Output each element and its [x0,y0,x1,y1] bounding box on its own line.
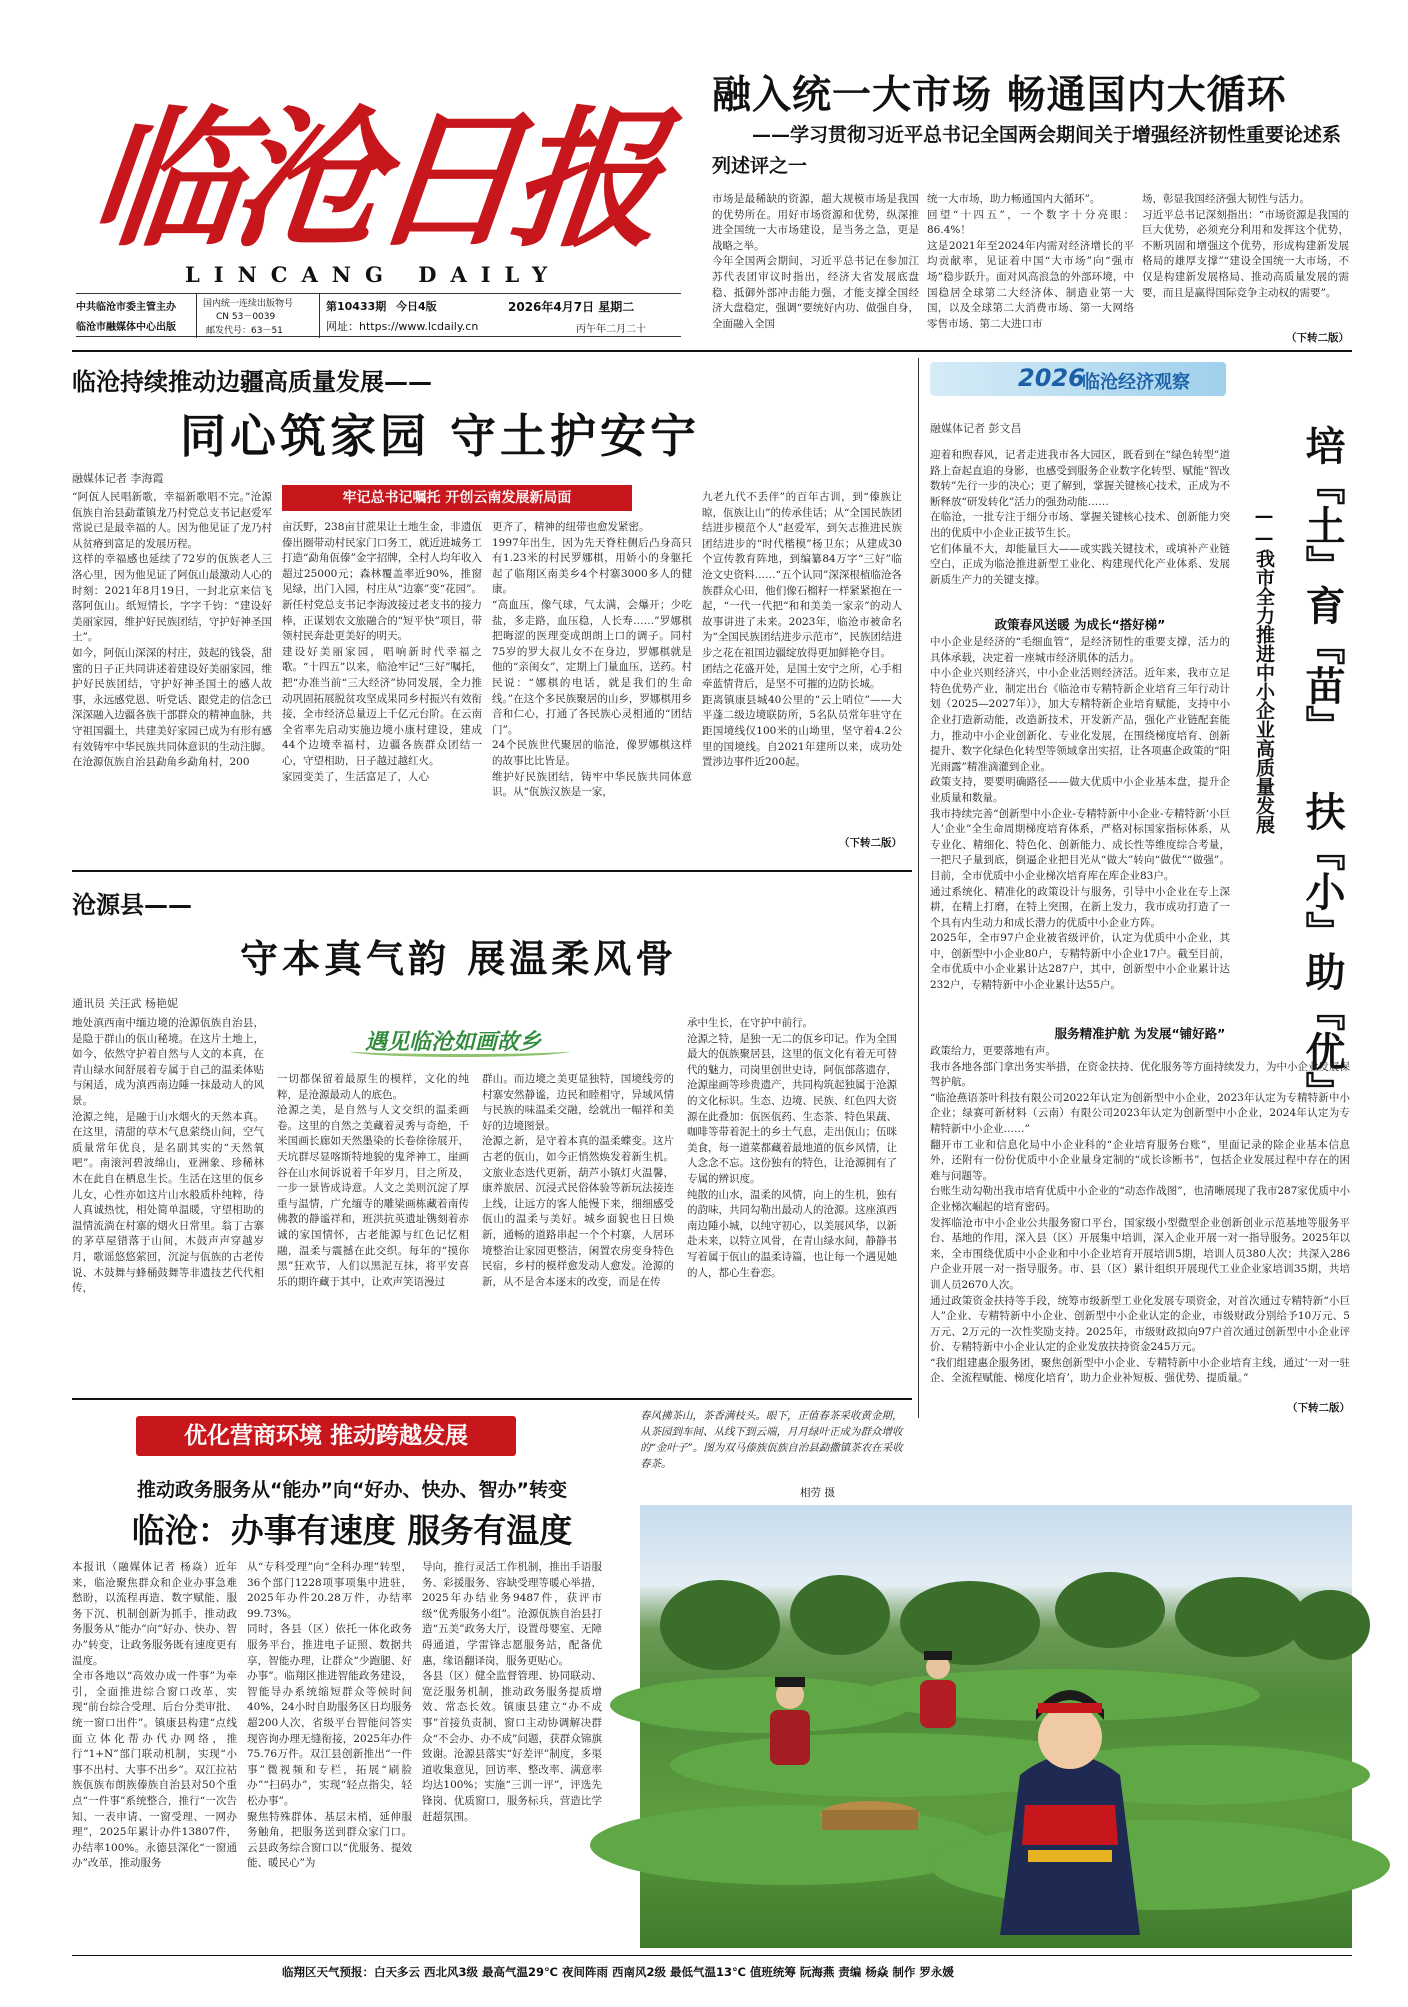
article1-col-2: 亩沃野，238亩甘蔗果让土地生金，非遗佤傣出圈带动村民家门口务工，就近进城务工打造“勐角佤傣”金字招牌，全村人均年收入超过25000元；森林覆盖率近90%，推窗见绿，出门入园，村庄从“边寨”变“花园”。新任村党总支书记李海波接过老支书的接力棒，正谋划农文旅融合的“短平快”项目，带领村民奔赴更美好的明天。 建设好美丽家园，唱响新时代幸福之歌。“十四五”以来，临沧牢记“三好”嘱托，把“办准当前“三大经济”协同发展，全力推动巩固拓展脱贫攻坚成果同乡村振兴有效衔接，全市经济总量迈上千亿元台阶。在云南全省率先启动实施边境小康村建设，建成44个边境幸福村，边疆各族群众团结一心，守望相助，日子越过越红火。 家园变美了，生活富足了，人心 [282,521,482,783]
article2-col-3: 群山。而边境之美更显独特，国境线旁的村寨安然静谧，边民和睦相守，异域风情与民族的味温柔交融，绘就出一幅祥和美好的边境图景。 沧源之新，是守着本真的温柔蝶变。这片古老的佤山，如今正悄然焕发着新生机。文旅业态迭代更新，葫芦小镇灯火温馨，康养旅居、沉浸式民俗体验等新玩法接连上线，让远方的客人能慢下来，细细感受佤山的温柔与美好。城乡面貌也日日焕新，通畅的道路串起一个个村寨，人居环境整治让家园更整洁，闲置农房变身特色民宿，乡村的模样愈发动人愈发。沧源的新，从不是舍本逐末的改变，而是在传 [482,1073,674,1288]
article2-byline: 通讯员 关汪武 杨艳妮 [72,997,178,1010]
article2-title: 守本真气韵 展温柔风骨 [240,937,678,981]
lead-col-2: 统一大市场，助力畅通国内大循环”。 回望“十四五”，一个数字十分亮眼：86.4%！ 这是2021年至2024年内需对经济增长的平均贡献率，见证着中国“大市场”向“强市场”稳步跃升。面对风高浪急的外部环境，中国稳居全球第二大经济体、制造业第一大国，以及全球第二大消费市场、第一大网络零售市场、第二大进口市 [927,193,1134,330]
tea-basket [820,1801,920,1830]
econ-byline: 融媒体记者 彭文昌 [930,422,1022,435]
masthead-info [76,293,681,337]
tea-field-illustration [640,1505,1352,1948]
masthead-logo-en: LINCANG DAILY [185,262,561,287]
article3-col-2: 从“专科受理”向“全科办理”转型，36个部门1228项事项集中进驻，2025年办件20.28万件，办结率99.73%。 同时，各县（区）依托一体化政务服务平台，推进电子证照、数据共享，智能办理，让群众“少跑腿、好办事”。临翔区推进智能政务建设，智能导办系统缩短群众等候时间40%，24小时自助服务区日均服务超200人次，省级平台智能问答实现咨询办理无缝衔接，2025年办件75.76万件。双江县创新推出“一件事”微视频和专栏，拓展“刷脸办”“扫码办”，实现“轻点指尖，轻松办事”。 聚焦特殊群体、基层末梢，延伸服务触角，把服务送到群众家门口。云县政务综合窗口以“优服务、提效能、暖民心”为 [247,1561,412,1870]
econ-text-2: 政策给力，更要落地有声。 我市各地各部门拿出务实举措，在资金扶持、优化服务等方面持续发力，为中小企业发展保驾护航。 “临沧燕语茶叶科技有限公司2022年认定为创新型中小企业，2023年认定为专精特新中小企业；绿赛可新材料（云南）有限公司2023年认定为创新型中小企业，2024年认定为专精特新中小企业……” 翻开市工业和信息化局中小企业科的“企业培育服务台账”，里面记录的除企业基本信息外，还附有一份份优质中小企业量身定制的“成长诊断书”，包括企业发展过程中存在的困难与问题等。 台账生动勾勒出我市培育优质中小企业的“动态作战图”，也清晰展现了我市287家优质中小企业梯次崛起的培育密码。 发挥临沧市中小企业公共服务窗口平台，国家级小型微型企业创新创业示范基地等服务平台、基地的作用，深入县（区）开展集中培训，深入企业开展一对一指导服务。2025年以来，全市围绕优质中小企业和中小企业培育开展培训5期，培训人员380人次；共深入286户企业开展一对一指导服务。市、县（区）累计组织开展现代工业企业家培训35期，共培训人员2670人次。 通过政策资金扶持等手段，统筹市级新型工业化发展专项资金，对首次通过专精特新“小巨人”企业、专精特新中小企业、创新型中小企业认定的企业，市级财政分别给予10万元、5万元、2万元的一次性奖励支持。2025年，市级财政拟向97户首次通过创新型中小企业评价、专精特新中小企业认定的企业发放扶持资金245万元。 “我们组建惠企服务团，聚焦创新型中小企业、专精特新中小企业培育主线，通过‘一对一驻企、全流程赋能、梯度化培育’，助力企业补短板、强优势、提质量。” [930,1045,1350,1385]
sponsor: 中共临沧市委主管主办 [76,302,176,313]
econ-intro: 迎着和煦春风，记者走进我市各大园区，既看到在“绿色转型”道路上奋起直追的身影，也感受到服务企业数字化转型、赋能“智改数转”先行一步的决心；更了解到，掌握关键核心技术，正成为不断释放“研发转化”活力的强劲动能…… 在临沧，一批专注于细分市场、掌握关键核心技术、创新能力突出的优质中小企业正拔节生长。 它们体量不大，却能量巨大——或实践关键技术，或填补产业链空白，正成为临沧推进新型工业化、构建现代化产业体系、发展新质生产力的关键支撑。 [930,449,1230,586]
lead-subtitle: ——学习贯彻习近平总书记全国两会期间关于增强经济韧性重要论述系列述评之一 [712,124,1342,177]
tea-harvest-photo [640,1505,1352,1948]
econ-continued: （下转二版） [1287,1402,1350,1414]
tea-picker-front [1000,1690,1140,1935]
lead-col-3: 场，彰显我国经济强大韧性与活力。 习近平总书记深刻指出：“市场资源是我国的巨大优势，必须充分利用和发挥这个优势，不断巩固和增强这个优势，形成构建新发展格局的雄厚支撑”“建设全国统一大市场，不仅是构建新发展格局、推动高质量发展的需要，而且是赢得国际竞争主动权的需要”。 [1142,193,1349,299]
masthead-logo: 临沧日报 [82,94,662,268]
article1-col-1: “阿佤人民唱新歌，幸福新歌唱不完。”沧源佤族自治县勐董镇龙乃村党总支书记赵爱军常说已是最幸福的人。因为他见证了龙乃村从贫瘠到富足的发展历程。 这样的幸福感也延续了72岁的佤族老人三洛心里，因为他见证了阿佤山最激动人心的时刻：2021年8月19日，一封北京来信飞落阿佤山。纸短情长，字字千钧：“建设好美丽家园，维护好民族团结，守护好神圣国土”。 如今，阿佤山深深的村庄，鼓起的钱袋，甜蜜的日子正共同讲述着建设好美丽家园，维护好民族团结，守护好神圣国土的感人故事，永远感党恩、听党话、跟党走的信念已深深融入边疆各族干部群众的精神血脉，共守祖国疆土，共建美好家园已成为有形有感有效铸牢中华民族共同体意识的生动注脚。 在沧源佤族自治县勐角乡勐角村，200 [72,491,272,769]
photo-credit: 相劳 摄 [800,1487,835,1499]
article2-logo [345,1015,595,1065]
article1-title: 同心筑家园 守土护安宁 [180,409,701,463]
article2-col-1: 地处滇西南中缅边境的沧源佤族自治县，是隐于群山的佤山秘境。在这片土地上，如今，依然守护着自然与人文的本真，在青山绿水间舒展着专属于自己的温柔体贴与闲适，成为滇西南边陲一抹最动人的风景。 沧源之纯，是融于山水烟火的天然本真。在这里，清甜的草木气息萦绕山间，空气质量常年优良，是名副其实的“天然氧吧”。南滚河碧波绵山，亚洲象、珍稀林木在此自在栖息生长。生活在这里的佤乡儿女，心性亦如这片山水般质朴纯粹，待人真诚热忱，相处简单温暖，守望相助的温情流淌在村寨的烟火日常里。翁丁古寨的茅草屋错落于山间，木鼓声声穿越岁月，歌谣悠悠萦回，沉淀与佤族的古老传说、木鼓舞与蜂桶鼓舞等非遗技艺代代相传， [72,1017,264,1295]
article2-kicker: 沧源县—— [72,891,192,919]
article1-continued: （下转二版） [839,837,902,849]
econ-badge [930,362,1226,396]
article3-title: 临沧：办事有速度 服务有温度 [131,1511,573,1550]
article3-banner: 优化营商环境 推动跨越发展 [136,1416,516,1456]
article3-kicker: 推动政务服务从“能办”向“好办、快办、智办”转变 [137,1479,567,1501]
article1-banner: 牢记总书记嘱托 开创云南发展新局面 [282,485,632,511]
lead-title: 融入统一大市场 畅通国内大循环 [712,73,1287,118]
econ-subtitle: ——我市全力推进中小企业高质量发展 [1253,505,1275,834]
econ-badge-label: 临沧经济观察 [1082,372,1190,393]
issue-date: 2026年4月7日 星期二 [508,300,635,314]
lunar-date: 丙午年二月二十 [576,324,646,335]
econ-title: 培『土』育『苗』 扶『小』助『优』 [1299,425,1345,1111]
lead-col-1: 市场是最稀缺的资源，超大规模市场是我国的优势所在。用好市场资源和优势，纵深推进全国统一大市场建设，是当务之急，更是战略之举。 今年全国两会期间，习近平总书记在参加江苏代表团审议时指出，经济大省发展底盘稳、抵御外部冲击能力强，才能支撑全国经济大盘稳定，强调“要统好内功、做强自身，全面融入全国 [712,193,919,330]
article3-col-1: 本报讯（融媒体记者 杨焱）近年来，临沧聚焦群众和企业办事急难愁盼，以流程再造、数字赋能、服务下沉、机制创新为抓手，推动政务服务从“能办”向“好办、快办、智办”转变，让政务服务既有速度更有温度。 全市各地以“高效办成一件事”为牵引，全面推进综合窗口改革，实现“前台综合受理、后台分类审批、统一窗口出件”。镇康县构建“点线面立体化帮办代办网络，推行“1+N”部门联动机制，实现“小事不出村、大事不出乡”。双江拉祜族佤族布朗族傣族自治县对50个重点“一件事”系统整合，推行“一次告知、一表申请、一窗受理、一网办理”，2025年累计办件13807件，办结率100%。永德县深化“一窗通办”改革，推动服务 [72,1561,237,1870]
post-code: 邮发代号：63－51 [206,326,283,336]
photo-caption: 春风拂茶山，茶香满枝头。眼下，正值春茶采收黄金期，从茶园到车间、从线下到云端，月月绿叶正成为群众增收的“金叶子”。图为双马傣族佤族自治县勐撒镇茶农在采收春茶。 [640,1410,903,1470]
econ-text-1: 中小企业是经济的“毛细血管”，是经济韧性的重要支撑，活力的具体承载，决定着一座城市经济肌体的活力。 中小企业兴则经济兴，中小企业活则经济活。近年来，我市立足特色优势产业，制定出台《临沧市专精特新企业培育三年行动计划（2025—2027年）》，加大专精特新企业培育赋能，支持中小企业打造新动能，改造新技术，开发新产品，强化产业链配套能力，推动中小企业创新化、专业化发展，在围绕梯度培育、创新提升、数字化绿色化转型等领域拿出实招，让各项惠企政策的“阳光雨露”精准滴灌到企业。 政策支持，要要明确路径——做大优质中小企业基本盘，提升企业质量和数量。 我市持续完善“创新型中小企业-专精特新中小企业-专精特新‘小巨人’企业”全生命周期梯度培育体系，严格对标国家指标体系，从专业化、精细化、特色化、创新能力、成长性等维度综合考量，一把尺子量到底，倒逼企业把目光从“做大”转向“做优”“做强”。目前，全市优质中小企业梯次培育库在库企业83户。 通过系统化、精准化的政策设计与服务，引导中小企业在专上深耕，在精上打磨，在特上突围，在新上发力，我市成功打造了一个具有内生动力和成长潜力的优质中小企业方阵。 2025年，全市97户企业被省级评价，认定为优质中小企业，其中，创新型中小企业80户，专精特新中小企业17户。截至目前，全市优质中小企业累计达287户，其中，创新型中小企业累计达232户，专精特新中小企业累计达55户。 [930,636,1230,992]
cn-label: 国内统一连续出版物号 [203,299,294,309]
issue-number: 第10433期 [326,300,387,313]
lead-continued: （下转二版） [1286,332,1349,344]
econ-subhead-2: 服务精准护航 为发展“铺好路” [1054,1026,1226,1041]
article1-col-4: 九老九代不丢伴”的百年古训，到“傣族让晾，佤族让山”的传承佳话；从“全国民族团结进步模范个人”赵爱军，到矢志推进民族团结进步的“时代楷模”杨卫东；从建成30个宣传教育阵地，到编纂84万字“三好”临沧文史资料……“五个认同”深深根植临沧各族群众心田，他们像石榴籽一样紧紧抱在一起，“一代一代把“和和美美一家亲”的动人故事讲进了未来。2023年，临沧市被命名为“全国民族团结进步示范市”，民族团结进步之花在祖国边疆绽放得更加鲜艳夺目。 团结之花盛开处，是国土安宁之所，心手相牵蓝情背后，是坚不可摧的边防长城。 距离镇康县城40公里的“云上哨位”——大平蓬二级边境联防所，5名队员常年驻守在距国境线仅100米的山坳里，坚守着4.2公里的国境线。自2021年建所以来，成功处置涉边事件近200起。 [702,491,902,769]
article1-byline: 融媒体记者 李海霞 [72,472,164,485]
page-count: 今日4版 [396,300,437,313]
article2-col-2: 一切都保留着最原生的模样，文化的纯粹，是沧源最动人的底色。 沧源之美，是自然与人文交织的温柔画卷。这里的自然之美藏着灵秀与奇绝，千米国画长廊如天然墨染的长卷徐徐展开，天坑群尽显喀斯特地貌的鬼斧神工，崖画谷在山水间诉说着千年岁月，目之所及，一步一景皆成诗意。人文之美则沉淀了厚重与温情，广允缅寺的雕梁画栋藏着南传佛教的静谧祥和，班洪抗英遗址镌刻着赤诚的家国情怀，古老能源与红色记忆相融，温柔与震撼在此交织。每年的“摸你黑”狂欢节，人们以黑泥互抹，将平安喜乐的期许藏于其中，让欢声笑语漫过 [277,1073,469,1288]
article1-col-3: 更齐了，精神的纽带也愈发紧密。 1997年出生，因为先天脊柱侧后凸身高只有1.23米的村民罗娜棋，用娇小的身躯托起了临翔区南美乡4个村寨3000多人的健康。 “高血压，像气球，气太满，会爆开；少吃盐，多走路，血压稳，人长寿……”罗娜棋把晦涩的医理变成朗朗上口的调子。同村75岁的罗大叔儿女不在身边，罗娜棋就是他的“亲闺女”，定期上门量血压，送药。村民说：“娜棋的电话，就是我们的生命线。”在这个多民族聚居的山乡，罗娜棋用乡音和仁心，打通了各民族心灵相通的“团结门”。 24个民族世代聚居的临沧，像罗娜棋这样的故事比比皆是。 维护好民族团结，铸牢中华民族共同体意识。从“佤族汉族是一家， [492,521,692,799]
econ-badge-year: 2026 [1018,364,1085,392]
econ-subhead-1: 政策春风送暖 为成长“搭好梯” [994,617,1166,632]
econ-text-1b [930,830,1230,1020]
article1-kicker: 临沧持续推动边疆高质量发展—— [72,368,432,396]
article2-logo-text: 遇见临沧如画故乡 [365,1029,542,1055]
website-link[interactable]: 网址：https://www.lcdaily.cn [326,320,479,333]
publisher: 临沧市融媒体中心出版 [76,322,176,333]
footer-weather: 临翔区天气预报：白天多云 西北风3级 最高气温29℃ 夜间阵雨 西南风2级 最低气温13℃ 值班统筹 阮海燕 责编 杨焱 制作 罗永媛 [282,1965,954,1979]
article3-col-3: 导向，推行灵活工作机制，推出手语服务、彩援服务、容缺受理等暖心举措，2025年办结业务9487件，获评市级“优秀服务小组”。沧源佤族自治县打造“五美”政务大厅，设置母婴室、无障碍通道，学雷锋志愿服务站，配备优惠，缘语翻译岗，服务更贴心。 各县（区）健全监督管理、协同联动、宽泛服务机制，推动政务服务提质增效、常态长效。镇康县建立“办不成事”首接负责制，窗口主动协调解决群众“不会办、办不成”问题，获群众锦旗致谢。沧源县落实“好差评”制度，多渠道收集意见，回访率、整改率、满意率均达100%；实施“三训一评”，评选先锋岗、优质窗口，服务标兵，营造比学赶超氛围。 [422,1561,602,1823]
article2-col-4: 承中生长，在守护中前行。 沧源之特，是独一无二的佤乡印记。作为全国最大的佤族聚居县，这里的佤文化有着无可替代的魅力，司岗里创世史诗，阿佤部落遗存，沧源崖画等珍贵遗产，共同构筑起独属于沧源的文化标识。生态、边境、民族、红色四大资源在此叠加：佤医佤药、生态茶、特色果蔬、咖啡等带着泥土的乡土气息，走出佤山；伍咪美食，每一道菜都藏着最地道的佤乡风情，让人念念不忘。这份独有的特色，让沧源拥有了专属的辨识度。 纯散的山水，温柔的风情，向上的生机，独有的韵味，共同勾勒出最动人的沧源。这座滇西南边陲小城，以纯守初心，以美展风华，以新赴未来，以特立风骨，在青山绿水间，静静书写着属于佤山的温柔诗篇，也让每一个遇见她的人，都心生眷恋。 [687,1017,897,1279]
cn-number: CN 53－0039 [216,312,276,322]
